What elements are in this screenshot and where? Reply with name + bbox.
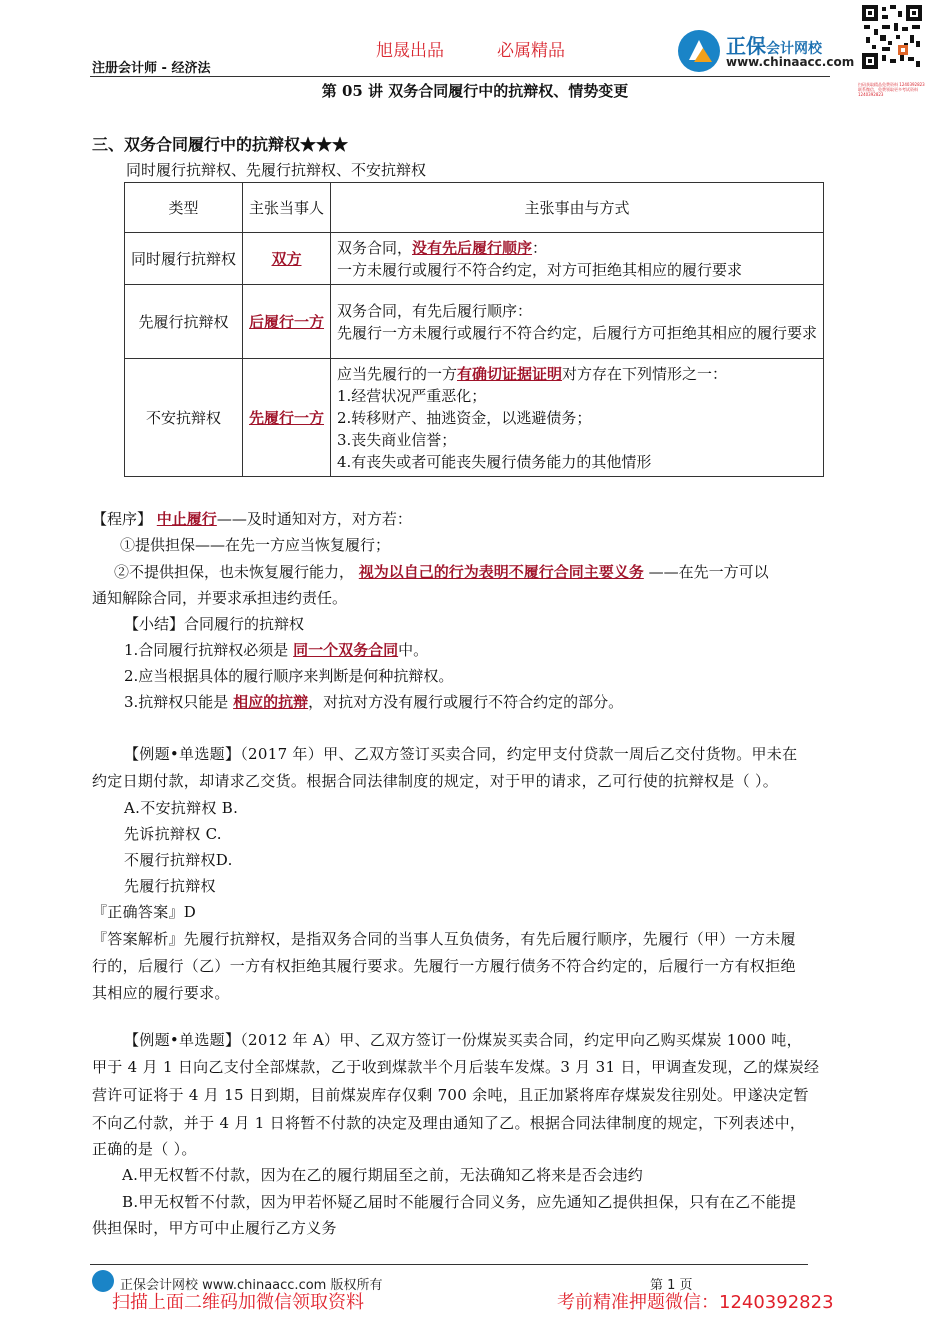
example1-line-1: 【例题•单选题】（2017 年）甲、乙双方签订买卖合同，约定甲支付贷款一周后乙交付货物。甲未在: [124, 745, 798, 763]
qr-code-icon: [862, 5, 922, 69]
row-type: 先履行抗辩权: [125, 285, 243, 359]
summary-label: 【小结】合同履行的抗辩权: [124, 615, 305, 633]
highlight-text: 视为以自己的行为表明不履行合同主要义务: [358, 563, 644, 581]
defense-rights-table: [124, 182, 824, 477]
example2-option-b-cont: 供担保时，甲方可中止履行乙方义务: [92, 1219, 337, 1237]
section-title: 三、双务合同履行中的抗辩权★★★: [92, 135, 349, 154]
row-party: 先履行一方: [249, 408, 325, 427]
example2-line-4: 不向乙付款，并于 4 月 1 日将暂不付款的决定及理由通知了乙。根据合同法律制度的规定，下列表述中，: [92, 1114, 806, 1132]
header-reason: 主张事由与方式: [331, 183, 824, 233]
example1-line-2: 约定日期付款，却请求乙交货。根据合同法律制度的规定，对于甲的请求，乙可行使的抗辩权是（ ）。: [92, 772, 779, 790]
row-reason: 应当先履行的一方有确切证据证明对方存在下列情形之一： 1.经营状况严重恶化； 2.转移财产、抽逃资金，以逃避债务； 3.丧失商业信誉； 4.有丧失或者可能丧失履行债务能力的其他情形: [331, 359, 824, 477]
highlight-text: 有确切证据证明: [457, 364, 563, 383]
row-reason: 双务合同，没有先后履行顺序： 一方未履行或履行不符合约定，对方可拒绝其相应的履行要求: [331, 233, 824, 285]
section-subtitle: 同时履行抗辩权、先履行抗辩权、不安抗辩权: [126, 161, 427, 179]
header-slogan-right: 必属精品: [497, 41, 565, 61]
footer-logo-icon: [92, 1270, 114, 1292]
summary-point-2: 2.应当根据具体的履行顺序来判断是何种抗辩权。: [124, 667, 454, 685]
table-row: [125, 359, 824, 477]
logo-url: www.chinaacc.com: [726, 55, 855, 69]
summary-point-3: 3.抗辩权只能是 相应的抗辩，对抗对方没有履行或履行不符合约定的部分。: [124, 693, 624, 711]
header-type: 类型: [125, 183, 243, 233]
procedure-item-2-cont: 通知解除合同，并要求承担违约责任。: [92, 589, 348, 607]
procedure-item-2: ②不提供担保，也未恢复履行能力， 视为以自己的行为表明不履行合同主要义务 ——在先一方可以: [114, 563, 769, 581]
highlight-text: 相应的抗辩: [233, 693, 309, 711]
lecture-title: 第 05 讲 双务合同履行中的抗辩权、情势变更: [321, 82, 629, 100]
header-divider: [90, 76, 830, 77]
logo-suffix: 会计网校: [766, 41, 822, 57]
header-party: 主张当事人: [243, 183, 331, 233]
footer-copyright: 正保会计网校 www.chinaacc.com 版权所有: [120, 1278, 383, 1293]
logo-mark-icon: [678, 30, 720, 72]
example1-option: 先诉抗辩权 C.: [124, 825, 222, 843]
row-party: 后履行一方: [249, 312, 325, 331]
highlight-text: 中止履行: [156, 510, 217, 528]
summary-point-1: 1.合同履行抗辩权必须是 同一个双务合同中。: [124, 641, 429, 659]
footer-promo-right: 考前精准押题微信：1240392823: [557, 1292, 834, 1313]
example1-answer: 『正确答案』D: [92, 903, 197, 921]
brand-logo[interactable]: [678, 28, 858, 74]
header-slogan-left: 旭晟出品: [376, 41, 444, 61]
row-type: 不安抗辩权: [125, 359, 243, 477]
highlight-text: 同一个双务合同: [293, 641, 399, 659]
example1-option: 先履行抗辩权: [124, 877, 216, 895]
row-reason: 双务合同，有先后履行顺序： 先履行一方未履行或履行不符合约定，后履行方可拒绝其相应的履行要求: [331, 285, 824, 359]
example2-option-a: A.甲无权暂不付款，因为在乙的履行期届至之前，无法确知乙将来是否会违约: [122, 1166, 644, 1184]
example1-analysis-1: 『答案解析』先履行抗辩权，是指双务合同的当事人互负债务，有先后履行顺序，先履行（甲）一方未履: [92, 930, 796, 948]
logo-name: 正保: [726, 34, 766, 58]
table-row: [125, 285, 824, 359]
example2-option-b: B.甲无权暂不付款，因为甲若怀疑乙届时不能履行合同义务，应先通知乙提供担保，只有在乙不能提: [122, 1193, 797, 1211]
procedure-item-1: ①提供担保——在先一方应当恢复履行；: [120, 536, 391, 554]
table-row: [125, 233, 824, 285]
example1-analysis-2: 行的，后履行（乙）一方有权拒绝其履行要求。先履行一方履行债务不符合约定的，后履行一方有权拒绝: [92, 957, 796, 975]
example1-option: A.不安抗辩权 B.: [124, 799, 239, 817]
example2-line-5: 正确的是（ ）。: [92, 1140, 197, 1158]
highlight-text: 没有先后履行顺序: [412, 238, 533, 257]
table-header-row: [125, 183, 824, 233]
footer-divider: [90, 1264, 808, 1265]
row-party: 双方: [271, 249, 302, 268]
footer-promo-left: 扫描上面二维码加微信领取资料: [112, 1292, 364, 1313]
page-number: 第 1 页: [650, 1278, 693, 1293]
course-name: 注册会计师 - 经济法: [92, 61, 211, 76]
example2-line-1: 【例题•单选题】（2012 年 A）甲、乙双方签订一份煤炭买卖合同，约定甲向乙购买煤炭 1000 吨，: [124, 1031, 802, 1049]
example1-option: 不履行抗辩权D.: [124, 851, 233, 869]
example2-line-3: 营许可证将于 4 月 15 日到期，目前煤炭库存仅剩 700 余吨，且正加紧将库存煤炭发往别处。甲遂决定暂: [92, 1086, 809, 1104]
example2-line-2: 甲于 4 月 1 日向乙支付全部煤款，乙于收到煤款半个月后装车发煤。3 月 31 日，甲调查发现，乙的煤炭经: [92, 1058, 820, 1076]
procedure-line: 【程序】 中止履行——及时通知对方，对方若：: [92, 510, 412, 528]
row-type: 同时履行抗辩权: [125, 233, 243, 285]
qr-caption: 扫码获取精品免费资料 1240392823 联系微信，免费领取更多考试资料 1240392823: [858, 82, 925, 97]
example1-analysis-3: 其相应的履行要求。: [92, 984, 230, 1002]
procedure-label: 【程序】: [92, 510, 153, 528]
